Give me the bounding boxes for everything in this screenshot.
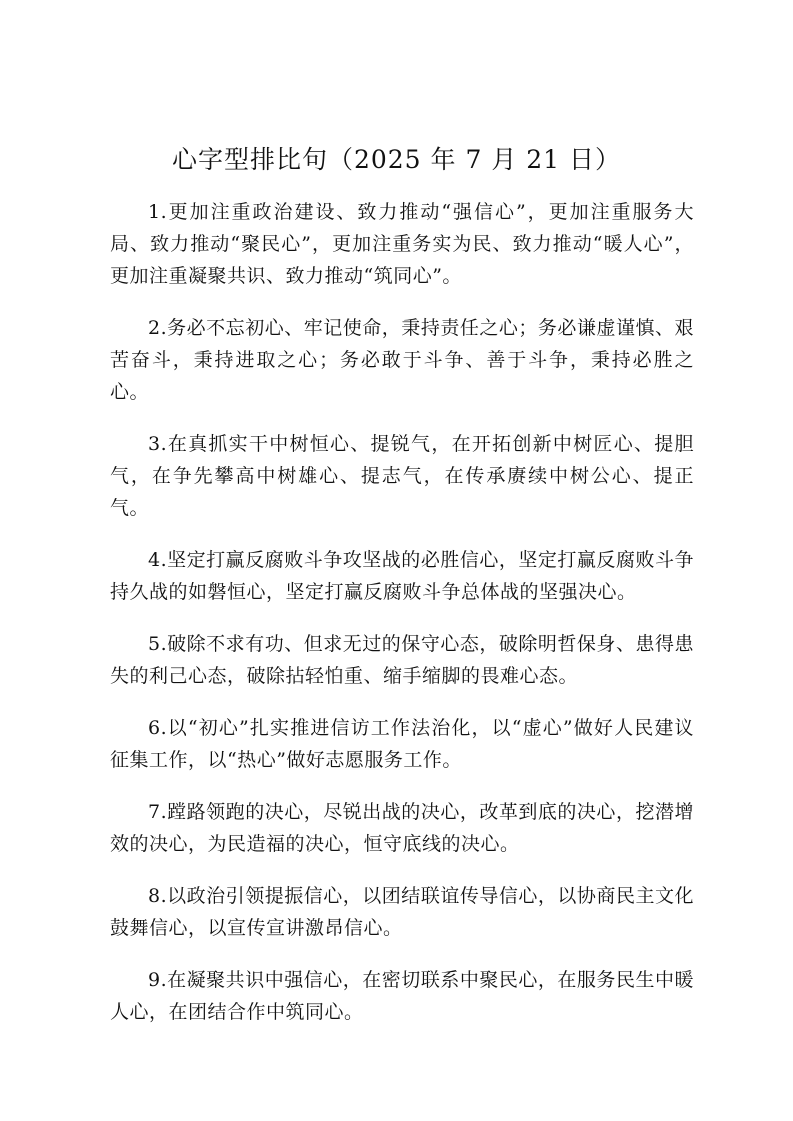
paragraph-1: 1.更加注重政治建设、致力推动“强信心”，更加注重服务大局、致力推动“聚民心”，更加注重务实为民、致力推动“暖人心”，更加注重凝聚共识、致力推动“筑同心”。 xyxy=(110,201,694,287)
paragraph-7: 7.蹚路领跑的决心，尽锐出战的决心，改革到底的决心，挖潜增效的决心，为民造福的决心，恒守底线的决心。 xyxy=(110,801,694,855)
paragraph-8: 8.以政治引领提振信心，以团结联谊传导信心，以协商民主文化鼓舞信心，以宣传宣讲激昂信心。 xyxy=(110,885,694,939)
paragraph-2: 2.务必不忘初心、牢记使命，秉持责任之心；务必谦虚谨慎、艰苦奋斗，秉持进取之心；务必敢于斗争、善于斗争，秉持必胜之心。 xyxy=(110,317,694,403)
paragraph-4: 4.坚定打赢反腐败斗争攻坚战的必胜信心，坚定打赢反腐败斗争持久战的如磐恒心，坚定打赢反腐败斗争总体战的坚强决心。 xyxy=(110,549,694,603)
paragraph-3: 3.在真抓实干中树恒心、提锐气，在开拓创新中树匠心、提胆气，在争先攀高中树雄心、提志气，在传承赓续中树公心、提正气。 xyxy=(110,433,694,519)
paragraph-5: 5.破除不求有功、但求无过的保守心态，破除明哲保身、患得患失的利己心态，破除拈轻怕重、缩手缩脚的畏难心态。 xyxy=(110,633,694,687)
paragraph-9: 9.在凝聚共识中强信心，在密切联系中聚民心，在服务民生中暖人心，在团结合作中筑同心。 xyxy=(110,969,694,1023)
document-body xyxy=(110,196,694,1048)
paragraph-6: 6.以“初心”扎实推进信访工作法治化，以“虚心”做好人民建议征集工作，以“热心”做好志愿服务工作。 xyxy=(110,717,694,771)
page-title: 心字型排比句（2025 年 7 月 21 日） xyxy=(171,145,622,174)
